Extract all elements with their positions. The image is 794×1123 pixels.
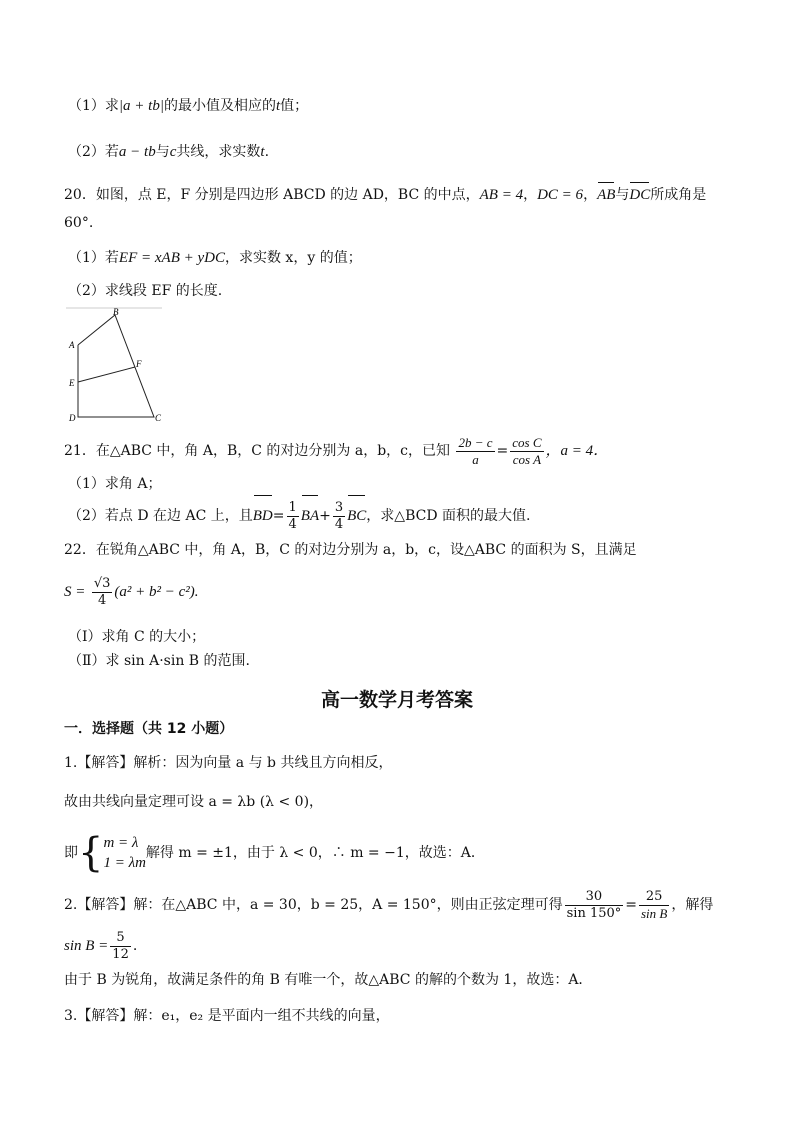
q21-part2: （2）若点 D 在边 AC 上，且BD= $\frac{1}{4}$ BA+ $\frac{3}{4}$ BC，求△BCD 面积的最大值. <box>68 498 530 534</box>
answer-2-line2: sin B = $\frac{5}{12}$ . <box>64 929 138 962</box>
q21-frac-three-quarter: $\frac{3}{4}$ <box>334 499 344 532</box>
q22-part1: （Ⅰ）求角 C 的大小； <box>68 629 206 645</box>
fig-label-e: E <box>69 378 75 388</box>
answer-2-frac1: $\frac{30}{\sin 150^\circ}$ <box>566 888 622 921</box>
q19-p1-expr: |a + tb| <box>118 98 164 114</box>
q20-part2: （2）求线段 EF 的长度. <box>68 283 223 299</box>
fig-label-a: A <box>69 340 75 350</box>
answers-title: 高一数学月考答案 <box>320 689 473 711</box>
q21-part1: （1）求角 A； <box>68 476 162 492</box>
q20-stem: 20．如图，点 E，F 分别是四边形 ABCD 的边 AD，BC 的中点，AB = 4，DC = 6，AB与DC所成角是 <box>64 187 707 203</box>
q22-part2: （Ⅱ）求 sin A·sin B 的范围. <box>68 653 250 669</box>
q21-frac2: $\frac{\text{cos C}}{\text{cos A}}$ <box>512 434 542 467</box>
answer-1-line1: 1.【解答】解析：因为向量 a 与 b 共线且方向相反， <box>64 755 393 771</box>
brace-symbol: { <box>78 830 104 876</box>
fig-label-b: B <box>113 307 119 317</box>
fig-label-f: F <box>136 359 142 369</box>
answer-2-frac2: $\frac{25}{\text{sin B}}$ <box>641 888 668 921</box>
q19-part2: （2）若a − tb与c共线，求实数t. <box>68 144 270 160</box>
answer-1-line3: 即{ m = λ 1 = λm 解得 m = ±1，由于 λ < 0，∴ m = −1，故选：A． <box>64 830 485 876</box>
q22-stem: 22．在锐角△ABC 中，角 A，B，C 的对边分别为 a，b，c，设△ABC 的面积为 S，且满足 <box>64 542 637 558</box>
q20-figure <box>62 305 166 425</box>
q20-angle: 60°. <box>64 215 94 231</box>
q22-frac: $\frac{√3}{4}$ <box>93 575 111 608</box>
fig-label-d: D <box>69 413 76 423</box>
q21-frac-quarter: $\frac{1}{4}$ <box>288 499 297 532</box>
q20-part1: （1）若EF = xAB + yDC，求实数 x，y 的值； <box>68 250 362 266</box>
answer-3-line1: 3.【解答】解：e₁，e₂ 是平面内一组不共线的向量， <box>64 1008 390 1024</box>
answer-2-line3: 由于 B 为锐角，故满足条件的角 B 有唯一个，故△ABC 的解的个数为 1，故选：A． <box>64 972 593 988</box>
answer-2-line1: 2.【解答】解：在△ABC 中，a = 30，b = 25，A = 150°，则由正弦定理可得 $\frac{30}{\sin 150^\circ}$ = $\frac{25}{\text{sin B}}$ ，解得 <box>64 888 714 921</box>
answers-section-heading: 一．选择题（共 12 小题） <box>64 721 234 737</box>
q21-frac1: $\frac{2b - c}{a}$ <box>458 434 493 467</box>
answer-2-frac3: $\frac{5}{12}$ <box>112 929 129 962</box>
answer-1-line2: 故由共线向量定理可设 a = λb (λ < 0)， <box>64 794 324 810</box>
answer-1-system: m = λ 1 = λm <box>103 835 146 871</box>
q19-part1: （1）求|a + tb|的最小值及相应的t值； <box>68 98 309 114</box>
fig-label-c: C <box>155 413 162 423</box>
q21-stem: 21．在△ABC 中，角 A，B，C 的对边分别为 a，b，c，已知 $\frac{2b - c}{a}$ = $\frac{\text{cos C}}{\text{cos A}}$ ，a = 4． <box>64 434 609 467</box>
q22-formula: S = $\frac{√3}{4}$ (a² + b² − c²). <box>64 575 199 608</box>
